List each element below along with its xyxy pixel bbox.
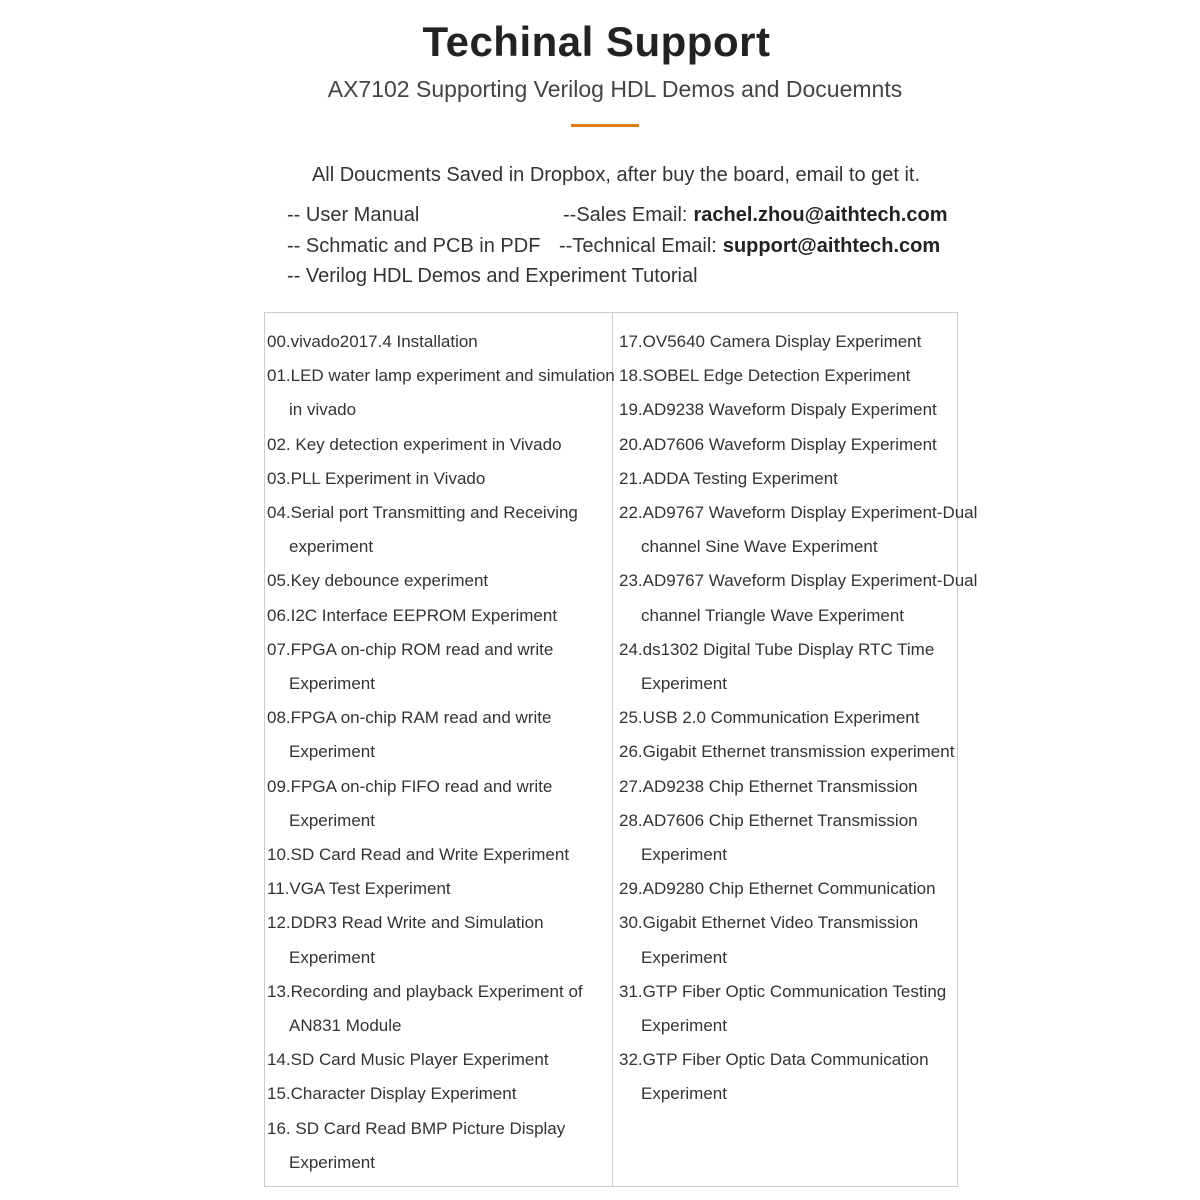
experiment-title: 11.VGA Test Experiment: [267, 879, 451, 899]
experiment-title: 05.Key debounce experiment: [267, 571, 489, 591]
experiment-item: [267, 872, 610, 906]
experiment-title: 02. Key detection experiment in Vivado: [267, 434, 562, 454]
experiment-title: 14.SD Card Music Player Experiment: [267, 1050, 549, 1070]
experiment-item: [619, 735, 957, 769]
experiment-title: 28.AD7606 Chip Ethernet Transmission: [619, 810, 918, 830]
experiment-item: [619, 325, 957, 359]
experiment-title: 19.AD9238 Waveform Dispaly Experiment: [619, 400, 937, 420]
experiment-item: [267, 633, 610, 701]
experiment-item: [619, 701, 957, 735]
experiment-title-continued: in vivado: [289, 400, 357, 420]
sales-email-label: --Sales Email:: [563, 204, 688, 226]
doc-item-user-manual: -- User Manual: [287, 204, 420, 226]
experiment-column-left: [267, 325, 615, 1180]
experiment-item: [619, 770, 957, 804]
experiment-title-continued: Experiment: [641, 845, 727, 865]
experiment-title-continued: channel Sine Wave Experiment: [641, 537, 878, 557]
experiment-title: 00.vivado2017.4 Installation: [267, 332, 478, 351]
experiment-title-continued: Experiment: [641, 674, 727, 694]
dropbox-note: All Doucments Saved in Dropbox, after buy the board, email to get it.: [311, 164, 921, 186]
experiment-item: [267, 496, 610, 564]
experiment-item: [619, 872, 957, 906]
experiment-item: [619, 633, 957, 701]
doc-item-schematic: -- Schmatic and PCB in PDF: [287, 235, 541, 257]
experiment-title: 08.FPGA on-chip RAM read and write: [267, 708, 552, 728]
experiment-title: 26.Gigabit Ethernet transmission experiment: [619, 742, 955, 762]
experiment-title: 17.OV5640 Camera Display Experiment: [619, 332, 922, 351]
experiment-item: [267, 838, 610, 872]
experiment-item: [619, 428, 957, 462]
experiment-title: 13.Recording and playback Experiment of: [267, 981, 583, 1001]
experiment-title: 04.Serial port Transmitting and Receiving: [267, 503, 578, 523]
experiment-item: [267, 1043, 610, 1077]
experiment-title: 29.AD9280 Chip Ethernet Communication: [619, 879, 936, 899]
experiment-item: [267, 1077, 610, 1111]
experiment-title-continued: channel Triangle Wave Experiment: [641, 605, 905, 625]
experiment-title-continued: Experiment: [641, 947, 727, 967]
experiment-item: [619, 906, 957, 974]
experiment-item: [267, 770, 610, 838]
experiment-item: [267, 564, 610, 598]
experiment-title: 21.ADDA Testing Experiment: [619, 468, 838, 488]
experiment-title-continued: Experiment: [289, 742, 375, 762]
experiment-item: [267, 599, 610, 633]
experiment-title: 07.FPGA on-chip ROM read and write: [267, 639, 554, 659]
experiment-item: [267, 428, 610, 462]
experiment-title: 27.AD9238 Chip Ethernet Transmission: [619, 776, 918, 796]
experiment-item: [619, 564, 978, 632]
experiment-title: 23.AD9767 Waveform Display Experiment-Dual: [619, 571, 978, 591]
page-subtitle: AX7102 Supporting Verilog HDL Demos and Docuemnts: [327, 76, 903, 102]
experiment-title-continued: Experiment: [289, 810, 375, 830]
experiment-title-continued: Experiment: [641, 1084, 727, 1104]
experiment-title-continued: Experiment: [289, 674, 375, 694]
experiment-column-right: [619, 325, 978, 1112]
experiment-title: 30.Gigabit Ethernet Video Transmission: [619, 913, 919, 933]
experiment-title: 10.SD Card Read and Write Experiment: [267, 845, 570, 865]
experiment-title: 06.I2C Interface EEPROM Experiment: [267, 605, 558, 625]
experiment-item: [267, 462, 610, 496]
experiment-item: [619, 496, 978, 564]
sales-email-link[interactable]: rachel.zhou@aithtech.com: [693, 204, 948, 226]
experiment-table: [264, 312, 978, 1187]
technical-email-link[interactable]: support@aithtech.com: [722, 235, 941, 257]
experiment-title: 12.DDR3 Read Write and Simulation: [267, 913, 544, 933]
experiment-title: 24.ds1302 Digital Tube Display RTC Time: [619, 639, 935, 659]
experiment-item: [267, 1112, 610, 1180]
experiment-item: [267, 325, 610, 359]
experiment-title-continued: AN831 Module: [289, 1016, 402, 1036]
experiment-title: 09.FPGA on-chip FIFO read and write: [267, 776, 553, 796]
experiment-title-continued: Experiment: [289, 947, 375, 967]
experiment-title: 01.LED water lamp experiment and simulation: [267, 366, 615, 386]
experiment-title-continued: Experiment: [641, 1016, 727, 1036]
experiment-item: [619, 804, 957, 872]
experiment-item: [619, 975, 957, 1043]
experiment-title-continued: Experiment: [289, 1152, 375, 1172]
experiment-title-continued: experiment: [289, 537, 374, 557]
experiment-title: 18.SOBEL Edge Detection Experiment: [619, 366, 911, 386]
experiment-title: 16. SD Card Read BMP Picture Display: [267, 1118, 566, 1138]
experiment-item: [619, 393, 957, 427]
page-title: Techinal Support: [422, 18, 771, 65]
experiment-title: 03.PLL Experiment in Vivado: [267, 468, 486, 488]
technical-contact: [559, 235, 940, 258]
experiment-item: [267, 701, 610, 769]
title-divider: [571, 124, 639, 127]
sales-contact: [563, 204, 947, 227]
technical-email-label: --Technical Email:: [559, 235, 717, 257]
experiment-item: [619, 359, 957, 393]
experiment-item: [619, 1043, 957, 1111]
experiment-title: 32.GTP Fiber Optic Data Communication: [619, 1050, 929, 1070]
experiment-title: 25.USB 2.0 Communication Experiment: [619, 708, 920, 728]
experiment-title: 31.GTP Fiber Optic Communication Testing: [619, 981, 947, 1001]
doc-item-verilog-demos: -- Verilog HDL Demos and Experiment Tutorial: [287, 265, 698, 287]
column-divider: [612, 313, 613, 1186]
experiment-item: [267, 906, 610, 974]
experiment-title: 15.Character Display Experiment: [267, 1084, 517, 1104]
experiment-item: [619, 462, 957, 496]
experiment-item: [267, 975, 610, 1043]
experiment-title: 22.AD9767 Waveform Display Experiment-Dual: [619, 503, 978, 523]
experiment-item: [267, 359, 615, 427]
experiment-title: 20.AD7606 Waveform Display Experiment: [619, 434, 937, 454]
